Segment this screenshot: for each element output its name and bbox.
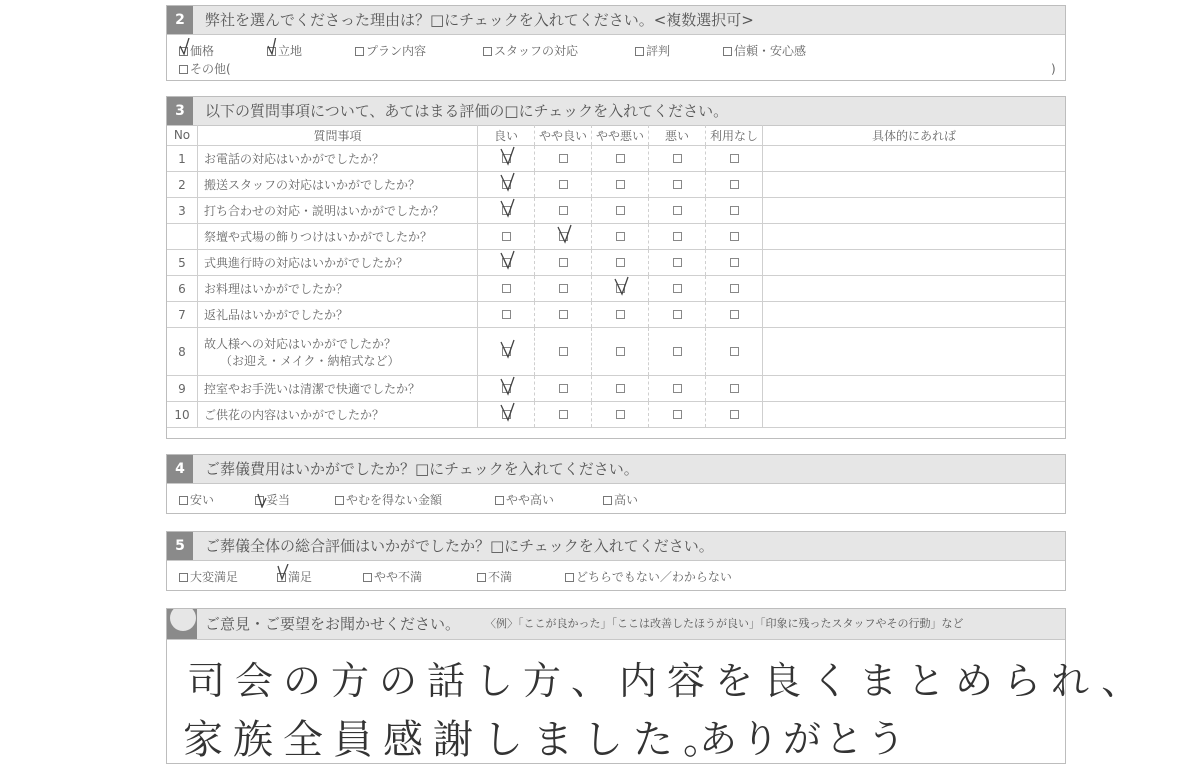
checkbox[interactable]	[723, 47, 732, 56]
rating-cell	[535, 172, 592, 198]
rating-checkbox[interactable]	[730, 310, 739, 319]
details-cell[interactable]	[763, 276, 1066, 302]
question-text	[198, 224, 478, 250]
rating-cell	[706, 376, 763, 402]
section-number: 5	[167, 532, 193, 560]
rating-cell	[706, 250, 763, 276]
checkbox[interactable]	[483, 47, 492, 56]
example-note: 〈例〉「ここが良かった」「ここは改善したほうが良い」「印象に残ったスタッフやその行動」など	[485, 617, 964, 630]
rating-checkbox[interactable]	[559, 206, 568, 215]
table-row	[167, 146, 1065, 172]
question-text	[198, 302, 478, 328]
rating-cell	[649, 376, 706, 402]
rating-cell	[535, 376, 592, 402]
checkmark-icon	[614, 276, 630, 296]
rating-checkbox[interactable]	[616, 154, 625, 163]
details-cell[interactable]	[763, 328, 1066, 376]
row-number: 6	[167, 276, 198, 302]
option-expensive[interactable]: 高い	[603, 492, 638, 508]
row-number: 7	[167, 302, 198, 328]
rating-checkbox[interactable]	[616, 258, 625, 267]
rating-checkbox[interactable]	[502, 310, 511, 319]
option-location[interactable]: 立地	[267, 43, 302, 59]
comments-section	[166, 608, 1150, 764]
col-fairly-bad: やや悪い	[592, 125, 649, 146]
details-cell[interactable]	[763, 224, 1066, 250]
question-text	[198, 198, 478, 224]
checkmark-icon	[276, 564, 290, 582]
rating-cell	[706, 328, 763, 376]
rating-cell	[535, 276, 592, 302]
table-row	[167, 198, 1065, 224]
question-label: 控室やお手洗いは清潔で快適でしたか？	[204, 382, 421, 396]
checkmark-icon	[266, 38, 280, 56]
col-details: 具体的にあれば	[763, 125, 1066, 146]
question-text	[198, 402, 478, 428]
checkmark-icon	[500, 339, 516, 359]
rating-cell	[478, 302, 535, 328]
rating-cell	[592, 198, 649, 224]
rating-checkbox[interactable]	[616, 384, 625, 393]
checkmark-icon	[257, 490, 271, 508]
row-number	[167, 224, 198, 250]
checkbox[interactable]	[179, 573, 188, 582]
table-row	[167, 302, 1065, 328]
question-label: お電話の対応はいかがでしたか？	[204, 152, 385, 166]
details-cell[interactable]	[763, 376, 1066, 402]
rating-checkbox[interactable]	[673, 310, 682, 319]
rating-cell	[649, 224, 706, 250]
question-label: 搬送スタッフの対応はいかがでしたか？	[204, 178, 421, 192]
col-fairly-good: やや良い	[535, 125, 592, 146]
option-plan[interactable]: プラン内容	[355, 43, 426, 59]
row-number: 1	[167, 146, 198, 172]
rating-cell	[592, 402, 649, 428]
rating-checkbox[interactable]	[673, 284, 682, 293]
rating-cell	[592, 224, 649, 250]
question-label: 祭壇や式場の飾りつけはいかがでしたか？	[204, 230, 433, 244]
crescent-icon	[167, 609, 197, 639]
section-title: ご葬儀費用はいかがでしたか？□にチェックを入れてください。	[205, 460, 639, 478]
rating-cell	[592, 172, 649, 198]
section-header	[167, 532, 1065, 561]
rating-cell	[478, 146, 535, 172]
rating-checkbox[interactable]	[616, 310, 625, 319]
row-number: 10	[167, 402, 198, 428]
rating-checkbox[interactable]	[730, 347, 739, 356]
question-text	[198, 276, 478, 302]
rating-cell	[535, 302, 592, 328]
rating-cell	[592, 328, 649, 376]
checkbox[interactable]	[335, 496, 344, 505]
row-number: 5	[167, 250, 198, 276]
table-row	[167, 402, 1065, 428]
rating-cell	[592, 276, 649, 302]
rating-checkbox[interactable]	[673, 347, 682, 356]
rating-cell	[649, 276, 706, 302]
checkbox[interactable]	[477, 573, 486, 582]
handwritten-line-3: ありがとう	[699, 717, 910, 761]
details-cell[interactable]	[763, 198, 1066, 224]
question-text	[198, 146, 478, 172]
rating-checkbox[interactable]	[559, 347, 568, 356]
rating-checkbox[interactable]	[559, 180, 568, 189]
rating-checkbox[interactable]	[502, 284, 511, 293]
rating-checkbox[interactable]	[730, 154, 739, 163]
rating-checkbox[interactable]	[730, 384, 739, 393]
rating-cell	[706, 402, 763, 428]
checkbox[interactable]	[363, 573, 372, 582]
rating-cell	[706, 224, 763, 250]
rating-checkbox[interactable]	[673, 232, 682, 241]
question-text	[198, 328, 478, 376]
checkmark-icon	[500, 402, 516, 422]
rating-cell	[706, 302, 763, 328]
checkmark-icon	[557, 224, 573, 244]
option-slightly-dissatisfied[interactable]: やや不満	[363, 569, 422, 585]
rating-checkbox[interactable]	[616, 284, 625, 293]
rating-checkbox[interactable]	[673, 180, 682, 189]
details-cell[interactable]	[763, 302, 1066, 328]
checkmark-icon	[500, 198, 516, 218]
option-satisfied[interactable]: 満足	[277, 569, 312, 585]
evaluation-table	[167, 125, 1065, 428]
rating-cell	[706, 172, 763, 198]
rating-checkbox[interactable]	[616, 347, 625, 356]
section-4	[166, 454, 1066, 514]
rating-cell	[592, 302, 649, 328]
rating-checkbox[interactable]	[559, 232, 568, 241]
row-number: 2	[167, 172, 198, 198]
rating-cell	[535, 328, 592, 376]
rating-checkbox[interactable]	[502, 410, 511, 419]
question-label: お料理はいかがでしたか？	[204, 282, 349, 296]
rating-cell	[478, 250, 535, 276]
rating-checkbox[interactable]	[559, 284, 568, 293]
table-row	[167, 328, 1065, 376]
checkbox[interactable]	[565, 573, 574, 582]
section-title: ご意見・ご要望をお聞かせください。	[205, 615, 461, 633]
details-cell[interactable]	[763, 172, 1066, 198]
rating-cell	[706, 276, 763, 302]
section-3	[166, 96, 1066, 439]
table-row	[167, 276, 1065, 302]
option-dissatisfied[interactable]: 不満	[477, 569, 512, 585]
row-number: 3	[167, 198, 198, 224]
section-header	[167, 455, 1065, 484]
option-unavoidable[interactable]: やむを得ない金額	[335, 492, 442, 508]
question-sublabel: （お迎え・メイク・納棺式など）	[220, 353, 400, 368]
checkbox[interactable]	[603, 496, 612, 505]
option-other[interactable]: その他(	[179, 61, 231, 77]
section-title: 弊社を選んでくださった理由は？□にチェックを入れてください。<複数選択可>	[205, 11, 754, 29]
col-bad: 悪い	[649, 125, 706, 146]
rating-cell	[535, 198, 592, 224]
option-reputation[interactable]: 評判	[635, 43, 670, 59]
question-text	[198, 250, 478, 276]
rating-checkbox[interactable]	[559, 410, 568, 419]
section-header	[167, 6, 1065, 35]
section-title: ご葬儀全体の総合評価はいかがでしたか？□にチェックを入れてください。	[205, 537, 714, 555]
rating-checkbox[interactable]	[673, 384, 682, 393]
handwritten-line-1: 司会の方の話し方、内容を良くまとめられ、	[187, 659, 1150, 703]
rating-cell	[592, 376, 649, 402]
rating-checkbox[interactable]	[559, 154, 568, 163]
option-reasonable[interactable]: 妥当	[255, 492, 290, 508]
rating-checkbox[interactable]	[559, 310, 568, 319]
option-price[interactable]: 価格	[179, 43, 214, 59]
rating-checkbox[interactable]	[730, 410, 739, 419]
rating-cell	[535, 146, 592, 172]
checkmark-icon	[500, 250, 516, 270]
col-no: No	[167, 125, 198, 146]
section-2	[166, 5, 1066, 81]
rating-cell	[478, 276, 535, 302]
rating-cell	[706, 146, 763, 172]
rating-checkbox[interactable]	[673, 258, 682, 267]
table-row	[167, 250, 1065, 276]
table-row	[167, 224, 1065, 250]
rating-checkbox[interactable]	[673, 154, 682, 163]
question-label: 返礼品はいかがでしたか？	[204, 308, 349, 322]
question-label: ご供花の内容はいかがでしたか？	[204, 408, 385, 422]
rating-checkbox[interactable]	[730, 258, 739, 267]
question-label: 故人様への対応はいかがでしたか？	[204, 336, 397, 351]
table-row	[167, 376, 1065, 402]
rating-cell	[649, 402, 706, 428]
rating-cell	[649, 146, 706, 172]
rating-checkbox[interactable]	[559, 258, 568, 267]
rating-checkbox[interactable]	[730, 180, 739, 189]
rating-cell	[478, 376, 535, 402]
rating-checkbox[interactable]	[730, 232, 739, 241]
details-cell[interactable]	[763, 250, 1066, 276]
rating-cell	[478, 198, 535, 224]
rating-cell	[478, 172, 535, 198]
col-good: 良い	[478, 125, 535, 146]
rating-checkbox[interactable]	[616, 410, 625, 419]
rating-checkbox[interactable]	[616, 232, 625, 241]
section-number: 2	[167, 6, 193, 34]
rating-cell	[592, 250, 649, 276]
rating-checkbox[interactable]	[559, 384, 568, 393]
section-number: 4	[167, 455, 193, 483]
rating-cell	[478, 402, 535, 428]
checkbox[interactable]	[355, 47, 364, 56]
rating-cell	[649, 302, 706, 328]
rating-cell	[706, 198, 763, 224]
rating-cell	[478, 224, 535, 250]
option-trust[interactable]: 信頼・安心感	[723, 43, 806, 59]
rating-checkbox[interactable]	[502, 180, 511, 189]
rating-cell	[649, 172, 706, 198]
col-not-used: 利用なし	[706, 125, 763, 146]
details-cell[interactable]	[763, 402, 1066, 428]
rating-checkbox[interactable]	[502, 384, 511, 393]
rating-cell	[649, 250, 706, 276]
checkmark-icon	[178, 38, 192, 56]
section-5	[166, 531, 1066, 591]
rating-checkbox[interactable]	[616, 180, 625, 189]
rating-checkbox[interactable]	[730, 284, 739, 293]
rating-cell	[592, 146, 649, 172]
rating-checkbox[interactable]	[502, 206, 511, 215]
rating-cell	[478, 328, 535, 376]
rating-checkbox[interactable]	[502, 347, 511, 356]
question-label: 打ち合わせの対応・説明はいかがでしたか？	[204, 204, 445, 218]
checkbox[interactable]	[495, 496, 504, 505]
section-number: 3	[167, 97, 193, 125]
question-text	[198, 172, 478, 198]
checkmark-icon	[500, 172, 516, 192]
checkbox[interactable]	[179, 65, 188, 74]
section-header	[167, 609, 1065, 640]
rating-cell	[649, 328, 706, 376]
option-very-satisfied[interactable]: 大変満足	[179, 569, 238, 585]
comment-area[interactable]	[167, 640, 1150, 763]
checkbox[interactable]	[635, 47, 644, 56]
checkmark-icon	[500, 146, 516, 166]
rating-checkbox[interactable]	[502, 258, 511, 267]
checkbox[interactable]	[179, 496, 188, 505]
other-close-paren: )	[1051, 62, 1056, 76]
section-title: 以下の質問事項について、あてはまる評価の□にチェックを入れてください。	[205, 102, 729, 120]
option-slightly-expensive[interactable]: やや高い	[495, 492, 554, 508]
checkmark-icon	[500, 376, 516, 396]
option-neither[interactable]: どちらでもない／わからない	[565, 569, 732, 585]
option-cheap[interactable]: 安い	[179, 492, 214, 508]
row-number: 8	[167, 328, 198, 376]
rating-checkbox[interactable]	[730, 206, 739, 215]
handwritten-line-2: 家族全員感謝しました。	[183, 717, 733, 763]
rating-checkbox[interactable]	[502, 232, 511, 241]
rating-checkbox[interactable]	[673, 206, 682, 215]
rating-cell	[535, 250, 592, 276]
details-cell[interactable]	[763, 146, 1066, 172]
section-header	[167, 97, 1065, 126]
rating-cell	[649, 198, 706, 224]
question-label: 式典進行時の対応はいかがでしたか？	[204, 256, 409, 270]
col-question: 質問事項	[198, 125, 478, 146]
row-number: 9	[167, 376, 198, 402]
question-text	[198, 376, 478, 402]
rating-cell	[535, 224, 592, 250]
option-staff[interactable]: スタッフの対応	[483, 43, 578, 59]
rating-checkbox[interactable]	[502, 154, 511, 163]
table-row	[167, 172, 1065, 198]
rating-checkbox[interactable]	[616, 206, 625, 215]
rating-checkbox[interactable]	[673, 410, 682, 419]
rating-cell	[535, 402, 592, 428]
table-header-row	[167, 125, 1065, 146]
